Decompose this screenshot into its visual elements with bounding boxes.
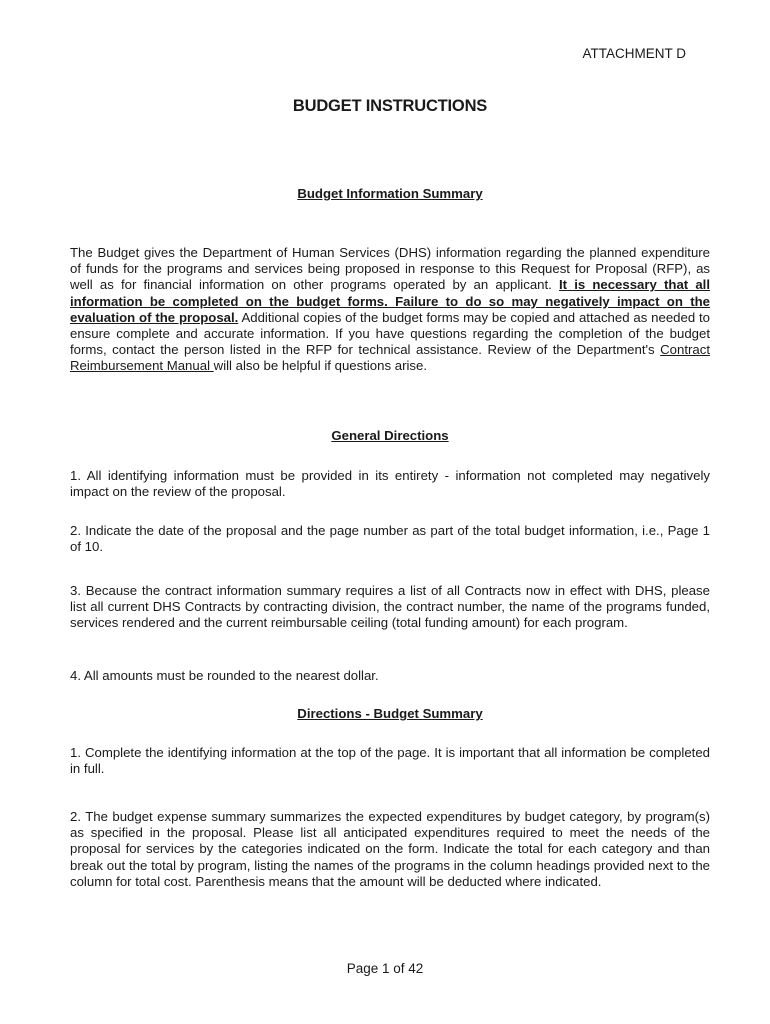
list-item: 1. All identifying information must be provided in its entirety - information not completed may negatively impact on the review of the proposal. [70,468,710,500]
attachment-label: ATTACHMENT D [582,46,686,61]
list-item: 4. All amounts must be rounded to the nearest dollar. [70,668,379,683]
section-heading-general-directions: General Directions [331,428,449,443]
section-heading-budget-information-summary: Budget Information Summary [297,186,483,201]
paragraph-text: Additional copies of the budget forms may be copied and attached as needed to ensure complete and accurate information. If you have questions regarding the completion of the budget forms, contact the person listed in the RFP for technical assistance. Review of the Department's [70,309,710,358]
list-item: 2. The budget expense summary summarizes the expected expenditures by budget category, by program(s) as specified in the proposal. Please list all anticipated expenditures required to meet the needs of the proposal for services by the categories indicated on the form. Indicate the total for each category and than break out the total by program, listing the names of the programs in the column headings provided next to the column for total cost. Parenthesis means that the amount will be deducted where indicated. [70,809,710,889]
emphasis-text: It is necessary that all information be completed on the budget forms. Failure to do so may negatively impact on the evaluation of the proposal. [70,277,710,325]
list-item: 1. Complete the identifying information at the top of the page. It is important that all information be completed in full. [70,745,710,777]
paragraph-text: The Budget gives the Department of Human Services (DHS) information regarding the planned expenditure of funds for the programs and services being proposed in response to this Request for Proposal (RFP), as well as for financial information on other programs operated by an applicant. [70,245,710,293]
section-heading-directions-budget-summary: Directions - Budget Summary [297,706,483,721]
list-item: 2. Indicate the date of the proposal and the page number as part of the total budget information, i.e., Page 1 of 10. [70,523,710,555]
page-number: Page 1 of 42 [346,961,424,976]
paragraph-text: will also be helpful if questions arise. [213,358,427,374]
budget-summary-paragraph [70,245,710,375]
list-item: 3. Because the contract information summary requires a list of all Contracts now in effect with DHS, please list all current DHS Contracts by contracting division, the contract number, the name of the programs funded, services rendered and the current reimbursable ceiling (total funding amount) for each program. [70,583,710,631]
page-title: BUDGET INSTRUCTIONS [292,97,488,115]
manual-reference: Contract Reimbursement Manual [70,342,710,374]
